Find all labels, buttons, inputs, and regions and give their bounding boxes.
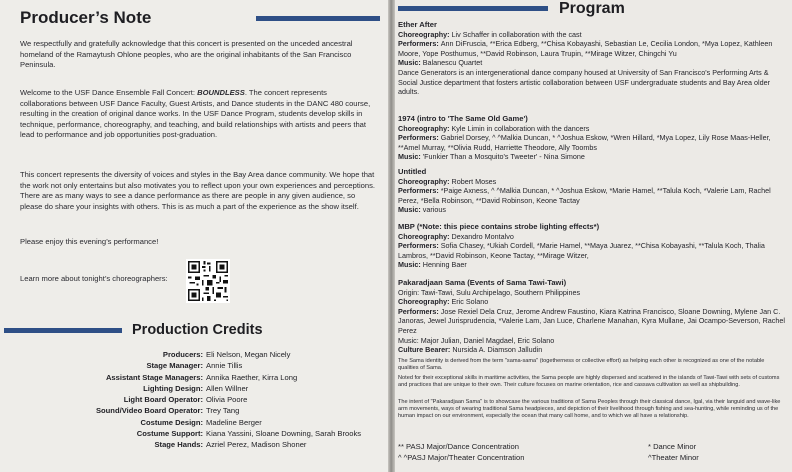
note-sama-people: Noted for their exceptional skills in maritime activities, the Sama people are highly dispersed and scattered in the islands of Tawi-Tawi with sets of customs and practices that are unique to their own. Their culture focuses on marine orientation, rice and cassava cultivation as well as shipbuilding. <box>398 375 780 388</box>
piece-untitled <box>398 167 786 215</box>
piece-line <box>398 336 786 346</box>
piece-line-label: Music: <box>398 152 423 162</box>
piece-line-text: Henning Baer <box>422 260 467 270</box>
credit-names: Allen Willner <box>206 383 249 393</box>
credit-row <box>28 439 368 450</box>
piece-line-text: Dance Generators is an intergenerational dance company housed at University of San Francisco's Performing Arts & Social Justice department that fosters artistic collaboration between USF undergraduate students and Bay Area older adults. <box>398 67 770 97</box>
credit-row <box>28 394 368 405</box>
piece-line-label: Culture Bearer: <box>398 345 453 355</box>
piece-line-label: Music: <box>398 58 423 68</box>
program-title: Program <box>559 0 625 17</box>
piece-line-label: Performers: <box>398 39 441 49</box>
credit-role: Lighting Design: <box>143 383 203 393</box>
piece-line-label: Performers: <box>398 241 441 251</box>
piece-line-text: Liv Schaffer in collaboration with the cast <box>451 29 582 39</box>
qr-label: Learn more about tonight’s choreographers: <box>20 274 168 283</box>
credit-row <box>28 428 368 439</box>
piece-line <box>398 186 786 205</box>
credit-names: Eli Nelson, Megan Nicely <box>206 350 291 359</box>
piece-line <box>398 124 786 134</box>
legend-theater-minor: ^Theater Minor <box>648 453 699 462</box>
piece-line-label: Performers: <box>398 133 441 143</box>
piece-line-text: Sofia Chasey, *Ukiah Cordell, *Marie Hamel, **Maya Juarez, **Chisa Kobayashi, **Talula Koch, Thalia Lambros, **David Robinson, Keone Tactay, **Mirage Witzer, <box>398 241 765 260</box>
credits-rule <box>4 328 122 333</box>
piece-line-label: Choreography: <box>398 297 452 307</box>
piece-line-text: Nursida A. Diamson Jalludin <box>452 345 543 355</box>
piece-line <box>398 307 786 336</box>
credit-role: Producers: <box>162 350 203 359</box>
piece-line-label: Music: <box>398 260 423 270</box>
credit-role: Costume Design: <box>140 417 203 427</box>
paragraph-welcome: Welcome to the USF Dance Ensemble Fall Concert: BOUNDLESS. The concert represents collaborations between USF Dance Faculty, Guest Artists, and Dance students in the DANC 480 course, resulting in the creation of original dance works. In the USF Dance Program, students develop skills in technique, performance, choreography, and teaching, and build relationships with artists and peers that lead to performance and job opportunities post-graduation. <box>20 88 371 140</box>
piece-line-text: Kyle Limin in collaboration with the dancers <box>451 123 590 133</box>
piece-line <box>398 297 786 307</box>
credit-row <box>28 372 368 383</box>
piece-line <box>398 260 786 270</box>
credit-role: Assistant Stage Managers: <box>105 372 203 382</box>
piece-line <box>398 68 786 97</box>
credit-names: Annie Tillis <box>206 361 243 371</box>
credit-names: Annika Raether, Kirra Long <box>206 372 298 382</box>
page-gutter <box>388 0 395 472</box>
piece-line <box>398 30 786 40</box>
production-credits-title: Production Credits <box>132 322 263 338</box>
piece-line-text: Ann DiFruscia, **Erica Edberg, **Chisa Kobayashi, Sebastian Le, Cecilia London, *Mya Lopez, Kathleen Moore, Yope Posthumus, **David Robinson, Laura Trupin, **Mirage Witzer, Chingchi Yu <box>398 39 773 58</box>
credit-names: Trey Tang <box>206 406 240 416</box>
legend-right <box>648 441 699 463</box>
credit-role: Light Board Operator: <box>123 395 203 405</box>
credit-names: Madeline Berger <box>206 417 262 427</box>
piece-line-text: *Paige Axness, ^ ^Malkia Duncan, * ^Joshua Eskow, *Marie Hamel, **Talula Koch, *Valerie Lam, Rachel Perez, *Bella Robinson, **David Robinson, Keone Tactay <box>398 186 771 205</box>
piece-line <box>398 152 786 162</box>
piece-1974 <box>398 114 786 162</box>
piece-line <box>398 345 786 355</box>
piece-line-label: Music: <box>398 205 423 215</box>
note-sama-identity: The Sama identity is derived from the term "sama-sama" (togetherness or collective effort) as helping each other is recognized as one of the notable qualities of Sama. <box>398 358 765 371</box>
credit-row <box>28 349 368 360</box>
piece-ether-after <box>398 20 786 97</box>
piece-line-text: various <box>422 205 446 215</box>
piece-line-text: Origin: Tawi-Tawi, Sulu Archipelago, Southern Philippines <box>398 287 581 297</box>
credit-role: Stage Hands: <box>154 440 203 450</box>
piece-line <box>398 133 786 152</box>
legend-dance-concentration: ** PASJ Major/Dance Concentration <box>398 442 519 451</box>
piece-line-text: Eric Solano <box>451 297 489 307</box>
credit-role: Stage Manager: <box>146 361 203 371</box>
piece-line <box>398 232 786 242</box>
piece-line-label: Choreography: <box>398 123 452 133</box>
credit-row <box>28 405 368 416</box>
piece-title: 1974 (intro to 'The Same Old Game') <box>398 114 528 123</box>
credit-names: Kiana Yassini, Sloane Downing, Sarah Brooks <box>206 429 362 439</box>
producers-note-title: Producer’s Note <box>20 8 152 27</box>
piece-title: Untitled <box>398 167 427 176</box>
piece-line-label: Performers: <box>398 306 441 316</box>
note-intent: The intent of "Pakaradjaan Sama" is to showcase the various traditions of Sama Peoples through their classical dance, Igal, via their languid and wave-like arm movements, ways of wearing traditional Sama headpieces, and depiction of their livelihood through fishing and sea-hunting, while reminding us of the human impact on our environment, especially the ocean that many call home, and to which we all have a relationship. <box>398 399 781 419</box>
paragraph-land-acknowledgement: We respectfully and gratefully acknowledge that this concert is presented on the unceded ancestral homeland of the Ramaytush Ohlone peoples, who are the original inhabitants of the San Francisco Peninsula. <box>20 39 353 70</box>
piece-line <box>398 177 786 187</box>
piece-line-text: Music: Major Julian, Daniel Magdael, Eric Solano <box>398 335 555 345</box>
credit-names: Azriel Perez, Madison Shoner <box>206 440 307 450</box>
piece-title: Ether After <box>398 20 437 29</box>
piece-line-text: Balanescu Quartet <box>422 58 483 68</box>
paragraph-enjoy: Please enjoy this evening’s performance! <box>20 237 159 246</box>
piece-line <box>398 241 786 260</box>
piece-line <box>398 58 786 68</box>
piece-line-text: Jose Rexiel Dela Cruz, Jerome Andrew Faustino, Kiara Katrina Francisco, Sloane Downing, Mylene Jan C. Janoras, Jewel Jurisprudencia, *Valerie Lam, Jan Luce, Charlene Manahan, Kyra Mullane, Jai Ocampo-Severson, Rachel Perez <box>398 306 785 335</box>
piece-line-text: 'Funkier Than a Mosquito's Tweeter' - Nina Simone <box>422 152 585 162</box>
qr-code-icon[interactable] <box>186 259 230 303</box>
title-rule <box>256 16 380 21</box>
credit-names: Olivia Poore <box>206 395 248 405</box>
piece-title: Pakaradjaan Sama (Events of Sama Tawi-Tawi) <box>398 278 567 287</box>
credit-row <box>28 360 368 371</box>
production-credits-list <box>28 349 368 451</box>
credit-role: Costume Support: <box>136 429 203 439</box>
piece-line-label: Choreography: <box>398 29 452 39</box>
paragraph-diversity: This concert represents the diversity of voices and styles in the Bay Area dance community. We hope that the work not only entertains but also motivates you to reflect upon your own experiences and perceptions. There are as many ways to see a dance performance as there are people in any given audience, so please do share your insights with others. This is as much a part of the experience as the show itself. <box>20 170 376 211</box>
piece-line-label: Choreography: <box>398 176 452 186</box>
credit-row <box>28 417 368 428</box>
credit-row <box>28 383 368 394</box>
piece-pakaradjaan-sama <box>398 278 786 355</box>
piece-line-label: Choreography: <box>398 231 452 241</box>
piece-line <box>398 288 786 298</box>
piece-line <box>398 39 786 58</box>
piece-line-label: Performers: <box>398 186 441 196</box>
legend-dance-minor: * Dance Minor <box>648 442 697 451</box>
legend-theater-concentration: ^ ^PASJ Major/Theater Concentration <box>398 453 525 462</box>
piece-line-text: Gabriel Dorsey, ^ ^Malkia Duncan, * ^Joshua Eskow, *Wren Hillard, *Mya Lopez, Lily Rose Maas-Heller, **Amel Murray, **Olivia Rudd, Harriette Theodore, Ally Toombs <box>398 133 771 152</box>
piece-line-text: Dexandro Montalvo <box>451 231 514 241</box>
credit-role: Sound/Video Board Operator: <box>95 406 203 416</box>
piece-title: MBP (*Note: this piece contains strobe lighting effects*) <box>398 222 600 231</box>
piece-mbp <box>398 222 786 270</box>
piece-line-text: Robert Moses <box>451 176 497 186</box>
program-title-rule <box>398 6 548 11</box>
legend-left <box>398 441 524 463</box>
piece-line <box>398 205 786 215</box>
